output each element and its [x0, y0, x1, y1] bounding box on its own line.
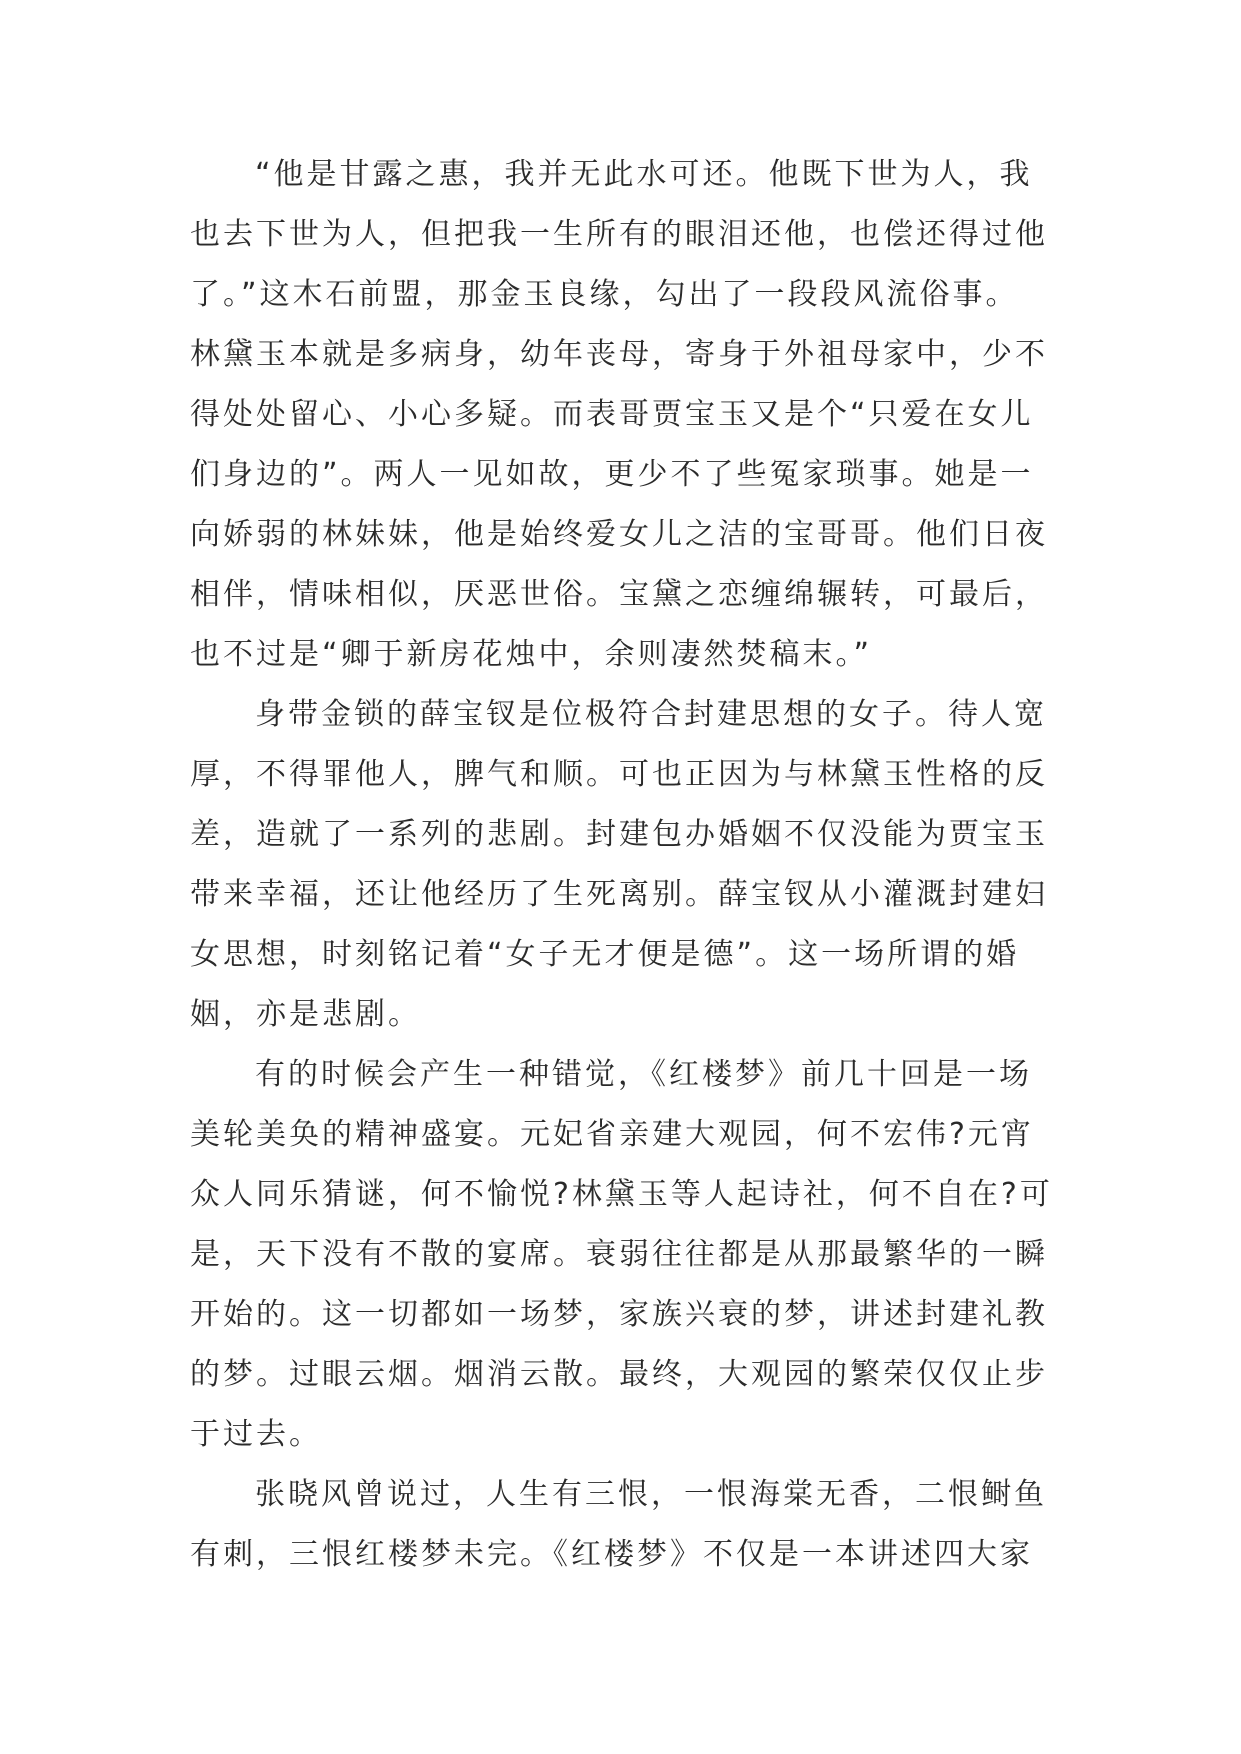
- paragraph-3-line-5: 开始的。这一切都如一场梦，家族兴衰的梦，讲述封建礼教: [190, 1297, 1048, 1332]
- paragraph-2-line-6: 姻，亦是悲剧。: [190, 997, 421, 1032]
- paragraph-3-line-2: 美轮美奂的精神盛宴。元妃省亲建大观园，何不宏伟?元宵: [190, 1117, 1034, 1152]
- paragraph-1-line-1: “他是甘露之惠，我并无此水可还。他既下世为人，我: [255, 157, 1033, 192]
- paragraph-2-line-3: 差，造就了一系列的悲剧。封建包办婚姻不仅没能为贾宝玉: [190, 817, 1048, 852]
- paragraph-3-line-7: 于过去。: [190, 1417, 322, 1452]
- paragraph-3-line-3: 众人同乐猜谜，何不愉悦?林黛玉等人起诗社，何不自在?可: [190, 1177, 1053, 1212]
- paragraph-1-line-4: 林黛玉本就是多病身，幼年丧母，寄身于外祖母家中，少不: [190, 337, 1048, 372]
- paragraph-3-line-4: 是，天下没有不散的宴席。衰弱往往都是从那最繁华的一瞬: [190, 1237, 1048, 1272]
- document-body: [190, 157, 1070, 1600]
- paragraph-2-line-4: 带来幸福，还让他经历了生死离别。薛宝钗从小灌溉封建妇: [190, 877, 1048, 912]
- paragraph-3-line-1: 有的时候会产生一种错觉，《红楼梦》前几十回是一场: [255, 1057, 1032, 1092]
- paragraph-1-line-3: 了。”这木石前盟，那金玉良缘，勾出了一段段风流俗事。: [190, 277, 1019, 312]
- paragraph-2-line-1: 身带金锁的薛宝钗是位极符合封建思想的女子。待人宽: [255, 697, 1047, 732]
- paragraph-1-line-2: 也去下世为人，但把我一生所有的眼泪还他，也偿还得过他: [190, 217, 1048, 252]
- paragraph-1-line-8: 相伴，情味相似，厌恶世俗。宝黛之恋缠绵辗转，可最后，: [190, 577, 1048, 612]
- paragraph-4-line-2: 有刺，三恨红楼梦未完。《红楼梦》不仅是一本讲述四大家: [190, 1537, 1033, 1572]
- paragraph-1-line-7: 向娇弱的林妹妹，他是始终爱女儿之洁的宝哥哥。他们日夜: [190, 517, 1048, 552]
- paragraph-3-line-6: 的梦。过眼云烟。烟消云散。最终，大观园的繁荣仅仅止步: [190, 1357, 1048, 1392]
- paragraph-2-line-2: 厚，不得罪他人，脾气和顺。可也正因为与林黛玉性格的反: [190, 757, 1048, 792]
- paragraph-1-line-5: 得处处留心、小心多疑。而表哥贾宝玉又是个“只爱在女儿: [190, 397, 1034, 432]
- paragraph-2-line-5: 女思想，时刻铭记着“女子无才便是德”。这一场所谓的婚: [190, 937, 1020, 972]
- paragraph-1-line-9: 也不过是“卿于新房花烛中，余则凄然焚稿末。”: [190, 637, 873, 672]
- paragraph-1-line-6: 们身边的”。两人一见如故，更少不了些冤家琐事。她是一: [190, 457, 1034, 492]
- paragraph-4-line-1: 张晓风曾说过，人生有三恨，一恨海棠无香，二恨鲥鱼: [255, 1477, 1047, 1512]
